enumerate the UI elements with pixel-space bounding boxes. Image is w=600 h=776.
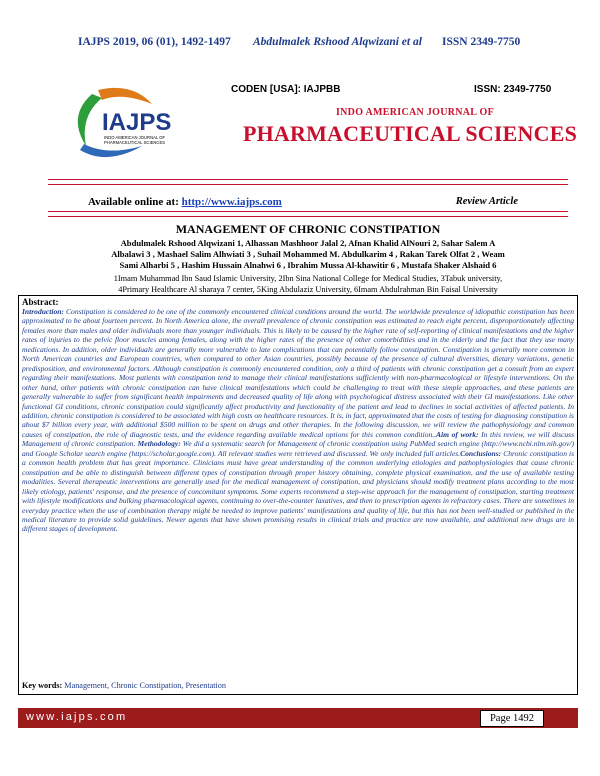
svg-text:PHARMACEUTICAL SCIENCES: PHARMACEUTICAL SCIENCES (104, 140, 166, 145)
abstract-body (22, 307, 574, 534)
header-issn: ISSN 2349-7750 (442, 36, 521, 48)
svg-text:INDO AMERICAN JOURNAL OF: INDO AMERICAN JOURNAL OF (104, 135, 166, 140)
masthead-issn: ISSN: 2349-7750 (474, 84, 552, 95)
conclusions-text: Chronic constipation is a common health problem that has great importance. Clinicians must have great understanding of the common underlying etiologies and pathophysiologies that cause chronic constipation and be able to distinguish between different types of constipation through proper history obtaining, complete physical examination, and the use of available testing modalities. Several therapeutic interventions are generally used for the medical management of constipation, and physicians should modify treatment plans according to the most likely etiology, patients' response, and the presence of concomitant symptoms. Some experts recommend a step-wise approach for the management of constipation, starting treatment with lifestyle modifications and bulking pharmacological agents, continuing to over-the-counter laxatives, and then to prescription agents in refractory cases. There are sometimes in everyday practice when the use of combination therapy might be needed to improve patients' manifestations and quality of life, but this has not been well-studied or published in the medical literature to provide solid guidelines. Newer agents that have shown promising results in clinical trials and practice are now available, and additional new drugs are in different stages of development. (22, 448, 574, 534)
aim-text: In this review, we will discuss Management of chronic constipation. (22, 429, 575, 449)
methodology-text: We did a systematic search for Management of chronic constipation using PubMed search engine (http://www.ncbi.nlm.nih.gov/) and Google Scholar search engine (https://scholar.google.com). All relevant studies were retrieved and discussed. We only included full articles. (22, 439, 575, 458)
affiliation-line-2: 4Primary Healthcare Al sharaya 7 center, 5King Abdulaziz University, 6Imam Abdulrahman Bin Faisal University (118, 285, 498, 294)
intro-text: Constipation is considered to be one of the commonly encountered clinical conditions around the world. The worldwide prevalence of idiopathic constipation has been approximated to be about fourteen percent. In North America alone, the overall prevalence of chronic constipation was estimated to reach eight percent, disproportionately affecting females more than males and older individuals more than younger individuals. This is likely to be caused by the higher rate of self-reporting of clinical manifestations and the higher rates of injuries to the pelvic floor muscles among females, along with the higher rates of the presence of other comorbidities and in the elderly and the fact that they use many medications. In addition, older individuals are generally more vulnerable to late complications that can potentially follow constipation. Constipation is generally more common in North American countries and European countries, when compared to other Asian countries, possibly because of the presence of cultural diversities, dietary variations, genetic predisposition, and environmental factors. Although constipation is commonly encountered condition, only a third of patients with chronic constipation get a consult from an expert regarding their manifestations. Most patients with constipation tend to manage their clinical manifestations sufficiently with non-pharmacological or lifestyle interventions. On the other hand, other patients with chronic constipation can have clinical manifestations which could be challenging to treat with these simple approaches, and these patients are generally vulnerable to suffer from significant health impairments and decreased quality of life along with psychological distress associated with their GI manifestations. Like other functional GI conditions, chronic constipation could significantly affect productivity and functionality of the patient and lead to declines in social activities of affected patients. In addition, chronic constipation is considered to be associated with high costs on healthcare resources. It is, in fact, approximated that the costs of testing for diagnosing constipation is about $7 billion every year, with additional $500 million to be spent on drugs and other therapies. In the following discussion, we will review the pathophysiology and common causes of constipation, the role of diagnostic tests, and the evidence regarding available medical options for this common condition.. (22, 307, 574, 439)
conclusions-label: Conclusions: (460, 448, 502, 458)
title-divider (48, 211, 568, 217)
footer-url[interactable]: www.iajps.com (26, 711, 128, 723)
page-number: Page 1492 (480, 710, 544, 727)
keywords (22, 681, 226, 690)
coden: CODEN [USA]: IAJPBB (231, 84, 341, 95)
journal-url-link[interactable]: http://www.iajps.com (181, 196, 282, 208)
keywords-label: Key words: (22, 681, 63, 690)
affiliation-line-1: 1Imam Muhammad Ibn Saud Islamic University, 2Ibn Sina National College for Medical Studies, 3Tabuk university, (113, 274, 503, 283)
masthead-divider (48, 179, 568, 185)
journal-title: PHARMACEUTICAL SCIENCES (242, 121, 578, 146)
authors-line-2: Albalawi 3 , Mashael Salim Alhwiati 3 , Suhail Mohammed M. Abdulkarim 4 , Rakan Tarek Olfat 2 , Weam (111, 249, 505, 259)
aim-label: Aim of work: (436, 429, 479, 439)
keywords-value: Management, Chronic Constipation, Presentation (64, 681, 226, 690)
logo-text: IAJPS (102, 109, 172, 136)
iajps-logo (62, 86, 212, 160)
running-header (0, 36, 600, 56)
header-authors: Abdulmalek Rshood Alqwizani et al (253, 36, 422, 48)
abstract-label: Abstract: (22, 297, 59, 307)
article-title: MANAGEMENT OF CHRONIC CONSTIPATION (175, 222, 441, 236)
available-online-label: Available online at: (88, 196, 179, 208)
journal-subtitle: INDO AMERICAN JOURNAL OF (335, 107, 495, 118)
available-online (88, 196, 282, 208)
methodology-label: Methodology: (137, 439, 181, 449)
authors-line-1: Abdulmalek Rshood Alqwizani 1, Alhassan Mashhoor Jalal 2, Afnan Khalid AlNouri 2, Sahar Salem A (120, 238, 496, 248)
article-type: Review Article (455, 196, 518, 207)
authors-line-3: Sami Alharbi 5 , Hashim Hussain Alnahwi 6 , Ibrahim Mussa Al-khawitir 6 , Mustafa Shaker Alshaid 6 (119, 260, 497, 270)
author-list (40, 238, 576, 271)
intro-label: Introduction: (22, 307, 64, 316)
affiliations (40, 273, 576, 295)
header-citation: IAJPS 2019, 06 (01), 1492-1497 (78, 36, 231, 48)
